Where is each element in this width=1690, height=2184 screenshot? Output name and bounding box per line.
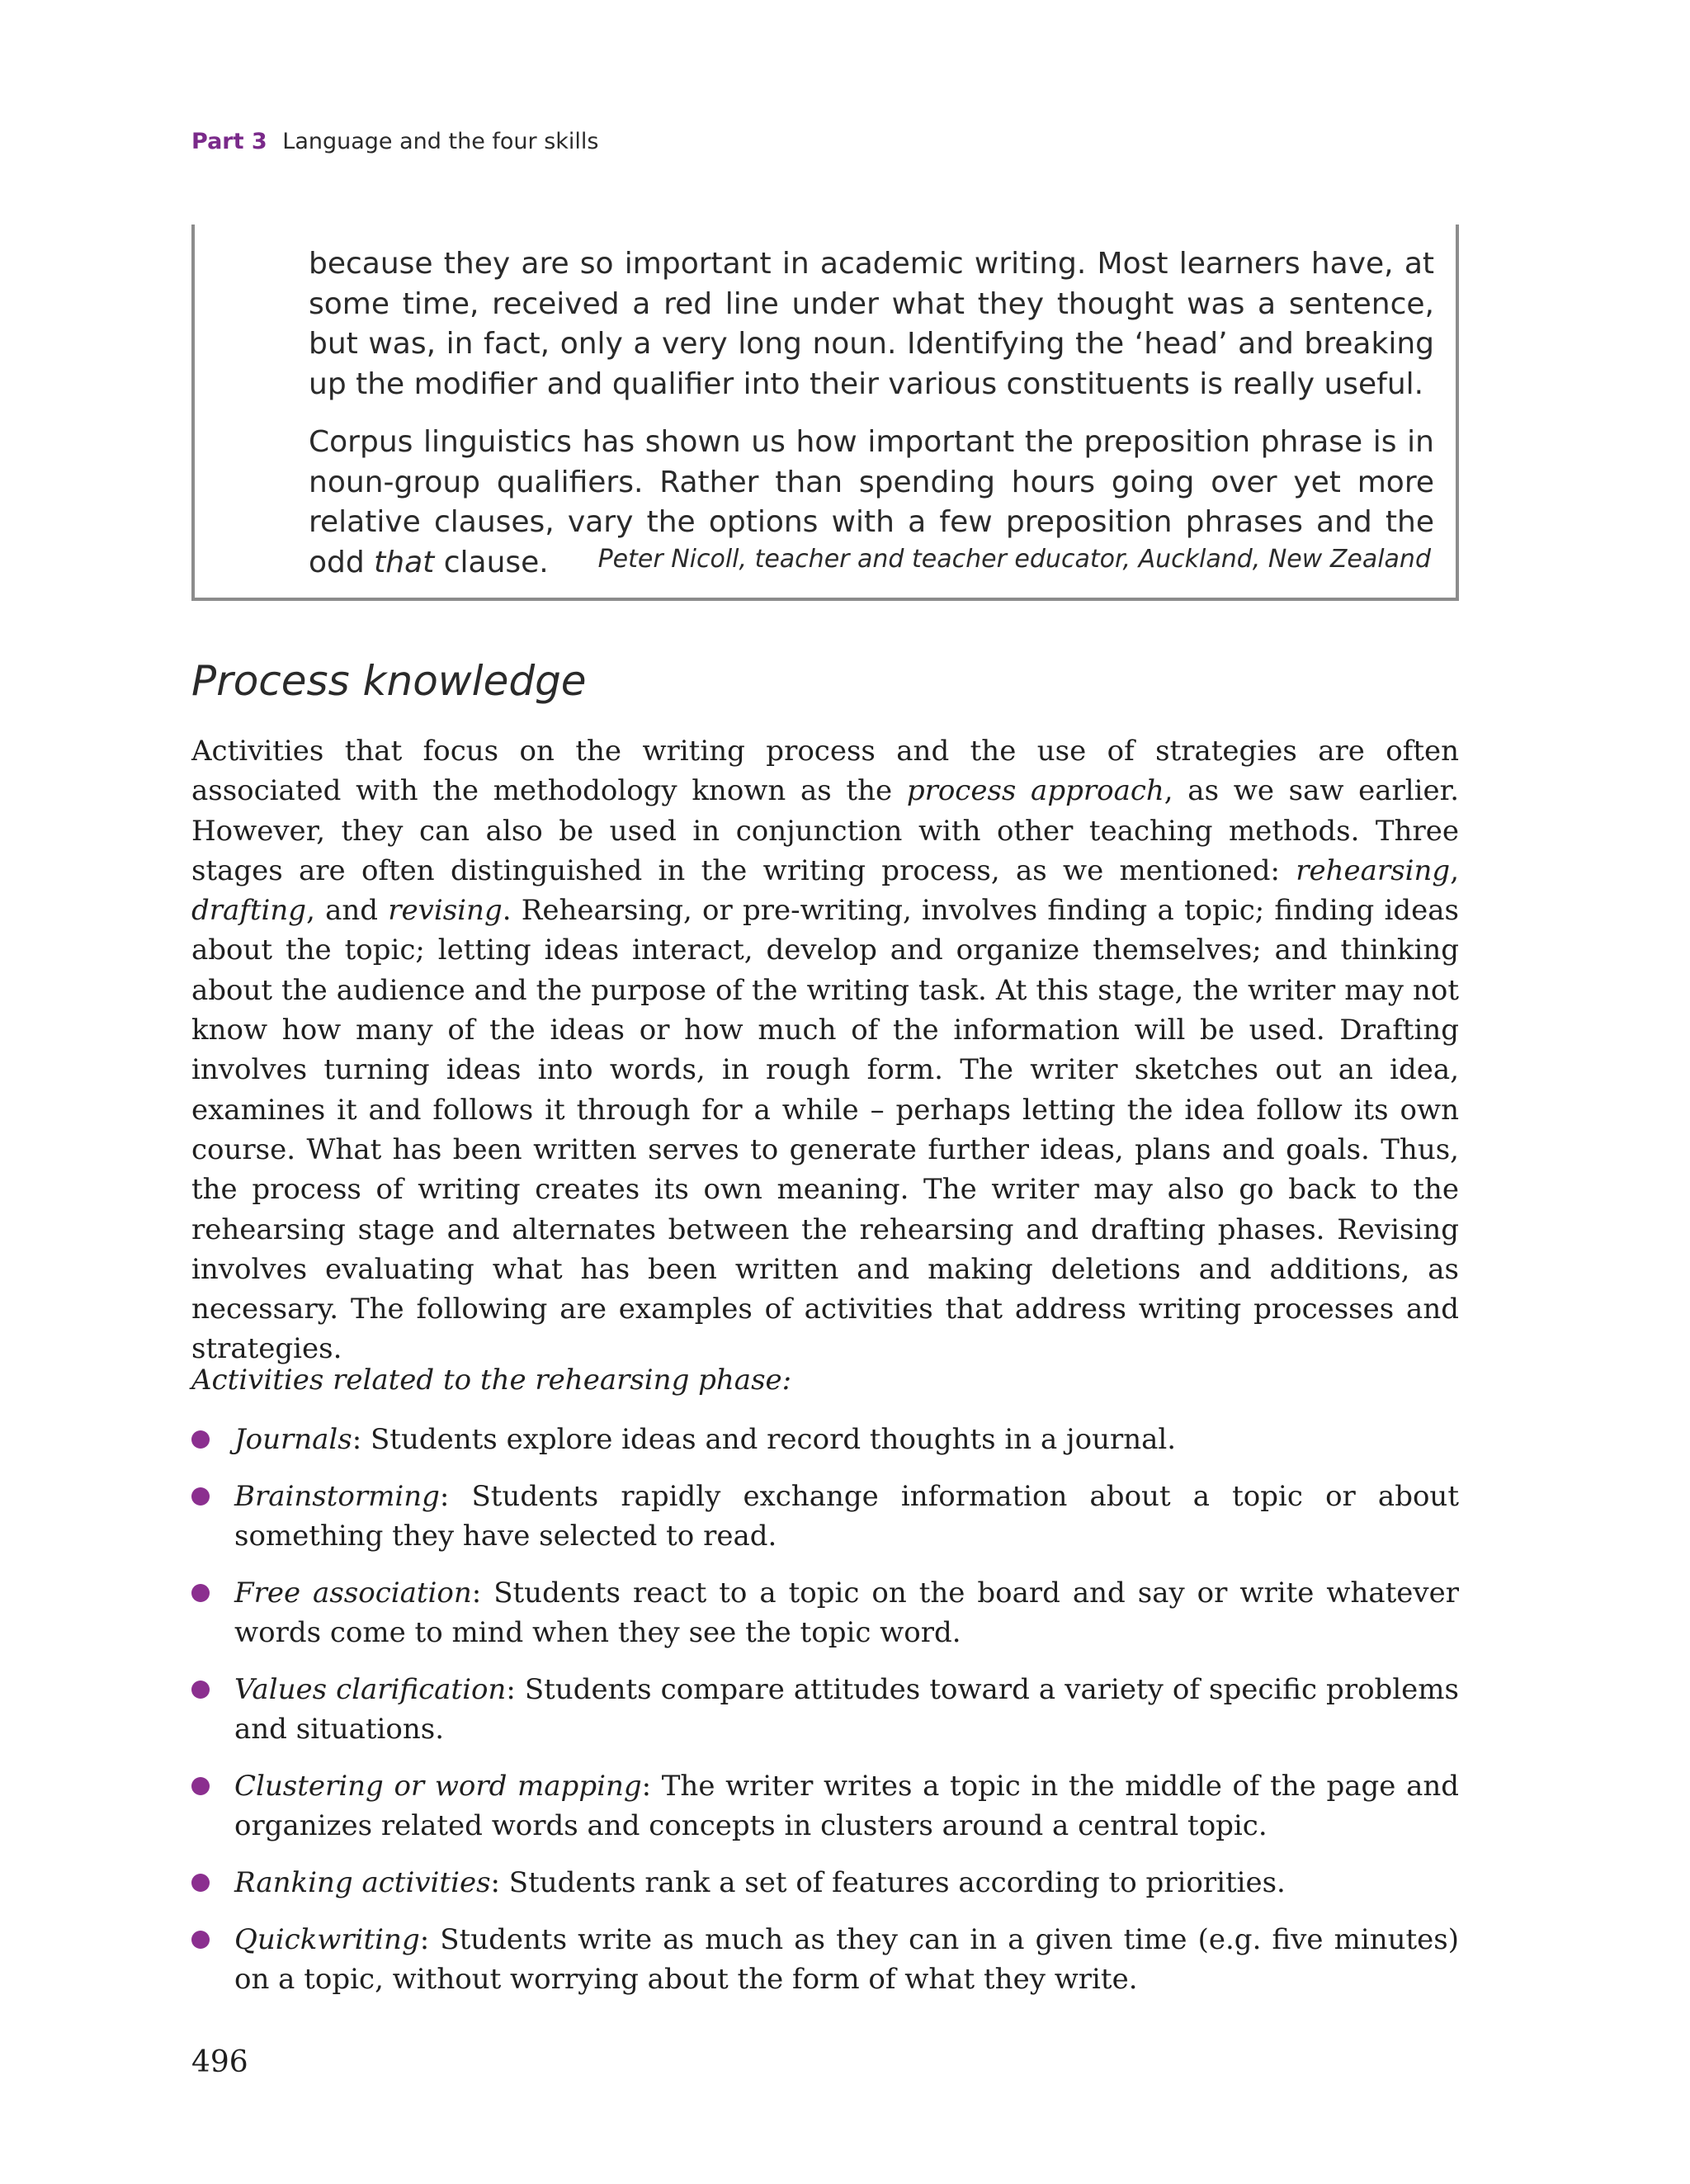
list-item-text: : The writer writes a topic in the middle of the page and organizes related words and concepts in clusters around a central topic. <box>234 1770 1460 1843</box>
list-item <box>191 1920 1459 2000</box>
quote-emphasis-that: that <box>374 545 435 579</box>
quote-box-text <box>309 244 1434 583</box>
bullet-icon <box>191 1487 210 1506</box>
separator-2: , and <box>306 894 389 928</box>
body-text-1: Activities that focus on the writing process and the use of strategies are often associated with the methodology known as the <box>191 735 1459 808</box>
list-item-text: : Students write as much as they can in a given time (e.g. five minutes) on a topic, without worrying about the form of what they write. <box>234 1922 1459 1997</box>
body-paragraph <box>191 731 1459 1369</box>
list-item-term: Values clarification <box>234 1672 507 1706</box>
list-item-term: Quickwriting <box>234 1922 420 1956</box>
list-item-term: Free association <box>234 1576 472 1610</box>
running-head-part: Part 3 <box>191 129 267 154</box>
list-item-term: Ranking activities <box>234 1866 491 1900</box>
bullet-icon <box>191 1874 210 1892</box>
emphasis-rehearsing: rehearsing <box>1296 853 1451 887</box>
bullet-icon <box>191 1584 210 1602</box>
list-item-text: : Students rank a set of features according to priorities. <box>490 1866 1286 1900</box>
list-item <box>191 1477 1459 1557</box>
list-item <box>191 1670 1459 1750</box>
body-text-3: . Rehearsing, or pre-writing, involves finding a topic; finding ideas about the topic; letting ideas interact, develop and organize themselves; and thinking about the audience and the purpose of the writing task. At this stage, the writer may not know how many of the ideas or how much of the information will be used. Drafting involves turning ideas into words, in rough form. The writer sketches out an idea, examines it and follows it through for a while – perhaps letting the idea follow its own course. What has been written serves to generate further ideas, plans and goals. Thus, the process of writing creates its own meaning. The writer may also go back to the rehearsing stage and alternates between the rehearsing and drafting phases. Revising involves evaluating what has been written and making deletions and additions, as necessary. The following are examples of activities that address writing processes and strategies. <box>191 894 1460 1366</box>
running-head-title: Language and the four skills <box>282 129 599 154</box>
quote-paragraph-2-end: clause. <box>434 545 549 579</box>
emphasis-process-approach: process approach <box>906 774 1164 808</box>
page-number: 496 <box>191 2045 248 2079</box>
list-item-term: Clustering or word mapping <box>234 1770 642 1803</box>
list-item-text: : Students compare attitudes toward a variety of specific problems and situations. <box>234 1672 1459 1747</box>
list-item <box>191 1420 1459 1459</box>
section-heading: Process knowledge <box>191 657 587 705</box>
list-item-term: Brainstorming <box>234 1479 440 1513</box>
bullet-icon <box>191 1430 210 1449</box>
quote-paragraph-2-start: Corpus linguistics has shown us how important the preposition phrase is in noun-group qualifiers. Rather than spending hours going over yet more relative clauses, vary the options with a few preposition phrases and the odd <box>309 425 1434 579</box>
list-item-text: : Students explore ideas and record thoughts in a journal. <box>352 1423 1177 1456</box>
quote-box <box>191 225 1459 601</box>
body-text-2: , as we saw earlier. However, they can also be used in conjunction with other teaching methods. Three stages are often distinguished in the writing process, as we mentioned: <box>191 774 1460 887</box>
running-head <box>191 129 599 154</box>
list-item <box>191 1573 1459 1653</box>
list-item-text: : Students rapidly exchange information about a topic or about something they have selected to read. <box>234 1479 1459 1553</box>
bullet-icon <box>191 1777 210 1795</box>
list-item <box>191 1863 1459 1903</box>
bullet-icon <box>191 1681 210 1699</box>
emphasis-revising: revising <box>388 894 503 928</box>
list-item-text: : Students react to a topic on the board and say or write whatever words come to mind when they see the topic word. <box>234 1576 1460 1650</box>
sub-heading: Activities related to the rehearsing phase: <box>191 1364 792 1397</box>
emphasis-drafting: drafting <box>191 894 307 928</box>
quote-attribution: Peter Nicoll, teacher and teacher educator, Auckland, New Zealand <box>597 545 1431 574</box>
list-item <box>191 1766 1459 1846</box>
quote-paragraph-1: because they are so important in academic writing. Most learners have, at some time, received a red line under what they thought was a sentence, but was, in fact, only a very long noun. Identifying the ‘head’ and breaking up the modifier and qualifier into their various constituents is really useful. <box>309 247 1434 401</box>
list-item-term: Journals <box>234 1423 352 1456</box>
bullet-icon <box>191 1931 210 1949</box>
separator-1: , <box>1450 853 1459 887</box>
activity-list <box>191 1420 1459 2016</box>
